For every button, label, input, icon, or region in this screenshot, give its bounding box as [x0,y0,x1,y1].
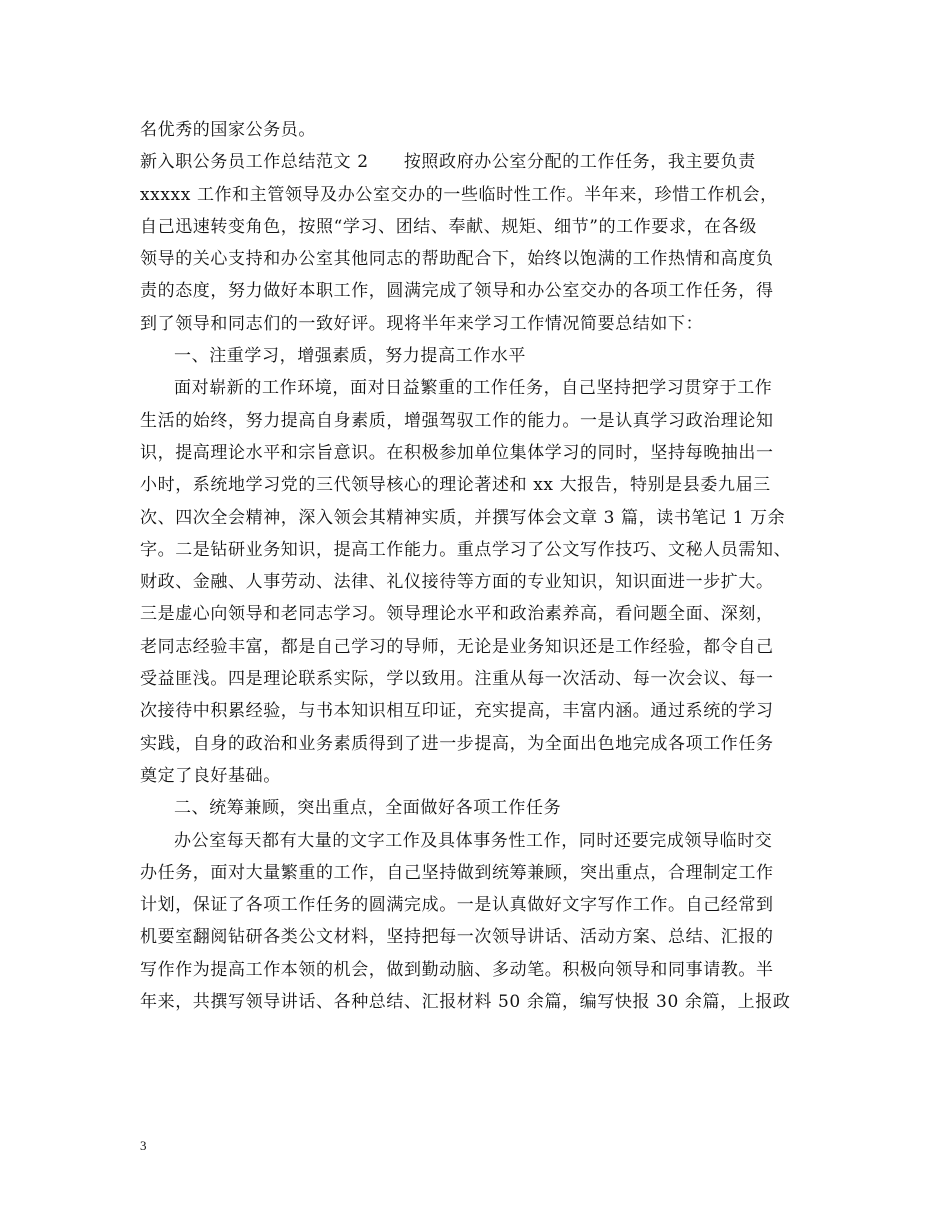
text-line: 责的态度，努力做好本职工作，圆满完成了领导和办公室交办的各项工作任务，得 [140,281,774,302]
text-line: 自己迅速转变角色，按照“学习、团结、奉献、规矩、细节”的工作要求，在各级 [140,216,757,237]
text-line: 新入职公务员工作总结范文 2 按照政府办公室分配的工作任务，我主要负责 [140,152,756,173]
text-line: 名优秀的国家公务员。 [140,120,316,140]
text-line: 三是虚心向领导和老同志学习。领导理论水平和政治素养高，看问题全面、深刻， [140,604,774,625]
text-line: 字。二是钻研业务知识，提高工作能力。重点学习了公文写作技巧、文秘人员需知、 [140,539,792,560]
text-line: 老同志经验丰富，都是自己学习的导师，无论是业务知识还是工作经验，都令自己 [140,636,774,657]
text-line: 受益匪浅。四是理论联系实际，学以致用。注重从每一次活动、每一次会议、每一 [140,669,774,690]
text-line: 二、统筹兼顾，突出重点，全面做好各项工作任务 [174,798,562,819]
text-line: 领导的关心支持和办公室其他同志的帮助配合下，始终以饱满的工作热情和高度负 [140,249,774,270]
text-line: 一、注重学习，增强素质，努力提高工作水平 [174,346,526,367]
text-line: 计划，保证了各项工作任务的圆满完成。一是认真做好文字写作工作。自己经常到 [140,895,774,916]
text-line: 次、四次全会精神，深入领会其精神实质，并撰写体会文章 3 篇，读书笔记 1 万余 [140,507,786,528]
text-line: xxxxx 工作和主管领导及办公室交办的一些临时性工作。半年来，珍惜工作机会， [140,184,778,205]
page-number: 3 [140,1138,147,1153]
text-line: 小时，系统地学习党的三代领导核心的理论著述和 xx 大报告，特别是县委九届三 [140,475,771,496]
text-line: 生活的始终，努力提高自身素质，增强驾驭工作的能力。一是认真学习政治理论知 [140,410,774,431]
text-line: 面对崭新的工作环境，面对日益繁重的工作任务，自己坚持把学习贯穿于工作 [174,378,773,399]
text-line: 到了领导和同志们的一致好评。现将半年来学习工作情况简要总结如下： [140,313,704,334]
text-line: 次接待中积累经验，与书本知识相互印证，充实提高，丰富内涵。通过系统的学习 [140,701,774,722]
text-line: 年来，共撰写领导讲话、各种总结、汇报材料 50 余篇，编写快报 30 余篇，上报政 [140,992,791,1013]
text-line: 机要室翻阅钻研各类公文材料，坚持把每一次领导讲话、活动方案、总结、汇报的 [140,927,774,948]
text-line: 识，提高理论水平和宗旨意识。在积极参加单位集体学习的同时，坚持每晚抽出一 [140,442,774,463]
document-body [140,114,812,1018]
text-line: 办公室每天都有大量的文字工作及具体事务性工作，同时还要完成领导临时交 [174,830,773,851]
text-line: 写作作为提高工作本领的机会，做到勤动脑、多动笔。积极向领导和同事请教。半 [140,959,774,980]
text-line: 财政、金融、人事劳动、法律、礼仪接待等方面的专业知识，知识面进一步扩大。 [140,572,774,593]
text-line: 奠定了良好基础。 [140,765,281,786]
text-line: 办任务，面对大量繁重的工作，自己坚持做到统筹兼顾，突出重点，合理制定工作 [140,862,774,883]
text-line: 实践，自身的政治和业务素质得到了进一步提高，为全面出色地完成各项工作任务 [140,733,774,754]
